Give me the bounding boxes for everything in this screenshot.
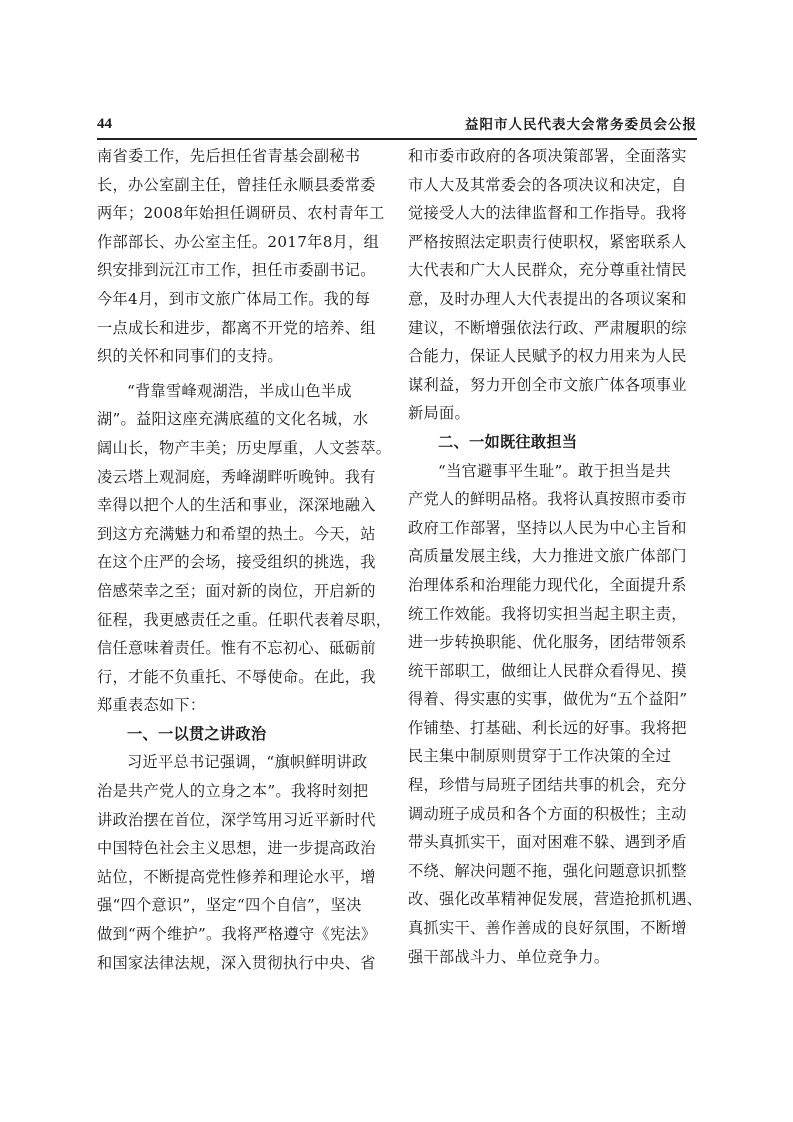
text-line: 得着、得实惠的实事，做优为“五个益阳” <box>408 690 688 709</box>
text-line: 产党人的鲜明品格。我将认真按照市委市 <box>408 490 687 509</box>
text-line: 长，办公室副主任，曾挂任永顺县委常委 <box>97 175 376 194</box>
text-line: 作部部长、办公室主任。2017年8月，组 <box>97 232 380 251</box>
text-line: 统干部职工，做细让人民群众看得见、摸 <box>408 661 687 680</box>
text-line: 强“四个意识”，坚定“四个自信”，坚决 <box>97 896 362 915</box>
text-line: 谋利益，努力开创全市文旅广体各项事业 <box>408 375 687 394</box>
paragraph-start: “当官避事平生耻”。敢于担当是共 <box>438 461 671 480</box>
text-line: 改、强化改革精神促发展，营造抢抓机遇、 <box>408 890 703 909</box>
text-line: 真抓实干、善作善成的良好氛围，不断增 <box>408 919 687 938</box>
text-line: 一点成长和进步，都离不开党的培养、组 <box>97 318 376 337</box>
text-line: 幸得以把个人的生活和事业，深深地融入 <box>97 496 376 515</box>
journal-title: 益阳市人民代表大会常务委员会公报 <box>465 117 697 133</box>
text-line: 阔山长，物产丰美；历史厚重，人文荟萃。 <box>97 438 392 457</box>
text-line: 高质量发展主线，大力推进文旅广体部门 <box>408 547 687 566</box>
page-header <box>97 108 697 140</box>
text-line: 织安排到沅江市工作，担任市委副书记。 <box>97 261 376 280</box>
text-line: 和国家法律法规，深入贯彻执行中央、省 <box>97 953 376 972</box>
paragraph-start: “背靠雪峰观湖浩，半成山色半成 <box>127 381 352 400</box>
text-line: 郑重表态如下： <box>97 696 206 715</box>
text-line: 信任意味着责任。惟有不忘初心、砥砺前 <box>97 639 376 658</box>
section-heading: 一、一以贯之讲政治 <box>127 724 267 743</box>
text-line: 征程，我更感责任之重。任职代表着尽职， <box>97 610 392 629</box>
text-line: 不绕、解决问题不拖，强化问题意识抓整 <box>408 861 687 880</box>
text-line: 建议，不断增强依法行政、严肃履职的综 <box>408 318 687 337</box>
text-line: 治是共产党人的立身之本”。我将时刻把 <box>97 782 369 801</box>
paragraph-start: 习近平总书记强调，“旗帜鲜明讲政 <box>127 753 368 772</box>
text-line: 大代表和广大人民群众，充分尊重社情民 <box>408 261 687 280</box>
left-column <box>97 142 392 977</box>
text-line: 凌云塔上观洞庭，秀峰湖畔听晚钟。我有 <box>97 467 376 486</box>
text-line: 到这方充满魅力和希望的热土。今天，站 <box>97 524 376 543</box>
text-line: 作铺垫、打基础、利长远的好事。我将把 <box>408 718 687 737</box>
text-line: 统工作效能。我将切实担当起主职主责， <box>408 604 687 623</box>
text-line: 严格按照法定职责行使职权，紧密联系人 <box>408 232 687 251</box>
text-line: 意，及时办理人大代表提出的各项议案和 <box>408 289 687 308</box>
text-line: 南省委工作，先后担任省青基会副秘书 <box>97 147 361 165</box>
text-line: 站位，不断提高党性修养和理论水平，增 <box>97 867 376 886</box>
text-line: 合能力，保证人民赋予的权力用来为人民 <box>408 347 687 366</box>
text-line: 湖”。益阳这座充满底蕴的文化名城，水 <box>97 410 369 429</box>
page-number: 44 <box>97 116 112 132</box>
text-line: 程，珍惜与局班子团结共事的机会，充分 <box>408 776 687 795</box>
text-line: 进一步转换职能、优化服务，团结带领系 <box>408 633 687 652</box>
text-line: 新局面。 <box>408 404 470 423</box>
right-column <box>408 142 703 971</box>
text-line: 今年4月，到市文旅广体局工作。我的每 <box>97 289 371 308</box>
text-line: 和市委市政府的各项决策部署，全面落实 <box>408 147 687 165</box>
text-line: 民主集中制原则贯穿于工作决策的全过 <box>408 747 672 766</box>
text-line: 治理体系和治理能力现代化，全面提升系 <box>408 575 687 594</box>
text-line: 调动班子成员和各个方面的积极性；主动 <box>408 804 687 823</box>
text-line: 做到“两个维护”。我将严格遵守《宪法》 <box>97 925 377 944</box>
text-line: 带头真抓实干，面对困难不躲、遇到矛盾 <box>408 833 687 852</box>
text-line: 织的关怀和同事们的支持。 <box>97 347 283 366</box>
text-line: 两年；2008年始担任调研员、农村青年工 <box>97 204 385 223</box>
text-line: 中国特色社会主义思想，进一步提高政治 <box>97 839 376 858</box>
text-line: 行，才能不负重托、不辱使命。在此，我 <box>97 667 376 686</box>
text-line: 强干部战斗力、单位竞争力。 <box>408 947 610 966</box>
text-line: 政府工作部署，坚持以人民为中心主旨和 <box>408 518 687 537</box>
text-line: 在这个庄严的会场，接受组织的挑选，我 <box>97 553 376 572</box>
text-line: 觉接受人大的法律监督和工作指导。我将 <box>408 204 687 223</box>
text-line: 讲政治摆在首位，深学笃用习近平新时代 <box>97 810 376 829</box>
text-line: 市人大及其常委会的各项决议和决定，自 <box>408 175 687 194</box>
text-line: 倍感荣幸之至；面对新的岗位，开启新的 <box>97 581 376 600</box>
section-heading: 二、一如既往敢担当 <box>438 432 578 451</box>
